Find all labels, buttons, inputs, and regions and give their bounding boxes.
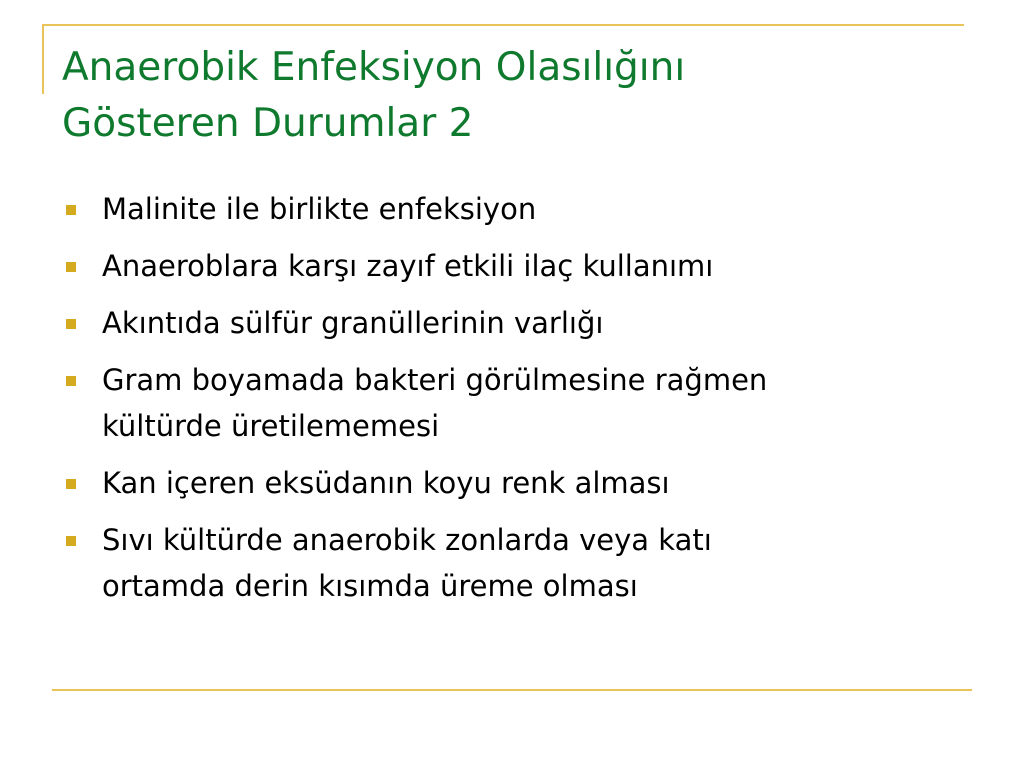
square-bullet-icon — [66, 536, 76, 546]
bullet-line: Gram boyamada bakteri görülmesine rağmen — [102, 363, 768, 397]
bullet-text — [102, 357, 966, 449]
square-bullet-icon — [66, 262, 76, 272]
bullet-text — [102, 517, 966, 609]
square-bullet-icon — [66, 205, 76, 215]
list-item — [66, 460, 966, 506]
bullet-text — [102, 300, 966, 346]
square-bullet-icon — [66, 479, 76, 489]
bottom-accent-rule — [52, 689, 972, 691]
list-item — [66, 243, 966, 289]
bullet-line: Akıntıda sülfür granüllerinin varlığı — [102, 306, 604, 340]
bullet-line: Kan içeren eksüdanın koyu renk alması — [102, 466, 670, 500]
bullet-text — [102, 460, 966, 506]
bullet-text — [102, 186, 966, 232]
bullet-line: ortamda derin kısımda üreme olması — [102, 569, 638, 603]
top-accent-rule — [42, 24, 964, 26]
list-item — [66, 186, 966, 232]
list-item — [66, 357, 966, 449]
slide-title — [62, 40, 962, 152]
square-bullet-icon — [66, 319, 76, 329]
left-accent-rule — [42, 24, 44, 94]
bullet-line: Malinite ile birlikte enfeksiyon — [102, 192, 537, 226]
list-item — [66, 517, 966, 609]
slide-title-line: Gösteren Durumlar 2 — [62, 101, 474, 146]
list-item — [66, 300, 966, 346]
slide-title-line: Anaerobik Enfeksiyon Olasılığını — [62, 45, 686, 90]
bullet-line: Sıvı kültürde anaerobik zonlarda veya katı — [102, 523, 712, 557]
bullet-list — [66, 186, 966, 620]
square-bullet-icon — [66, 376, 76, 386]
bullet-line: kültürde üretilememesi — [102, 409, 440, 443]
bullet-line: Anaeroblara karşı zayıf etkili ilaç kullanımı — [102, 249, 714, 283]
bullet-text — [102, 243, 966, 289]
